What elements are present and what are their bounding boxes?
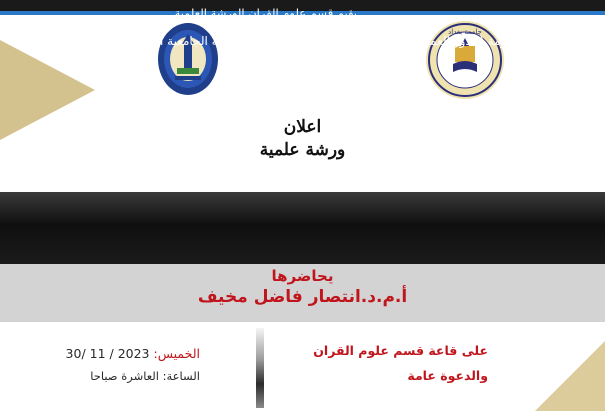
lecturer-label: يحاضرها	[271, 267, 334, 285]
vertical-divider	[256, 328, 264, 408]
college-seal-icon	[425, 20, 505, 100]
announcement-line-1: يقيم قسم علوم القران الورشة العلمية	[174, 6, 357, 20]
page-subtitle: ورشة علمية	[259, 140, 346, 160]
svg-text:جامعة بغداد: جامعة بغداد	[448, 28, 482, 36]
date-value: 30/ 11 / 2023	[65, 346, 150, 361]
date-line	[66, 346, 200, 361]
venue-line-1: على قاعة قسم علوم القران	[313, 343, 488, 358]
title-block	[0, 116, 605, 162]
lecturer-name: أ.م.د.انتصار فاضل مخيف	[197, 287, 408, 307]
time-line: الساعة: العاشرة صباحا	[90, 369, 200, 383]
venue-line-2: والدعوة عامة	[407, 368, 488, 383]
gold-triangle-right	[535, 341, 605, 411]
page-title: اعلان	[283, 117, 322, 137]
date-label: الخميس:	[153, 346, 200, 361]
announcement-band	[0, 192, 605, 264]
announcement-line-2: الموسومة (( دور العمل التطوعي في خدمة المجتمع طلبة المرحلة الجامعية انموذجا))	[117, 34, 537, 48]
